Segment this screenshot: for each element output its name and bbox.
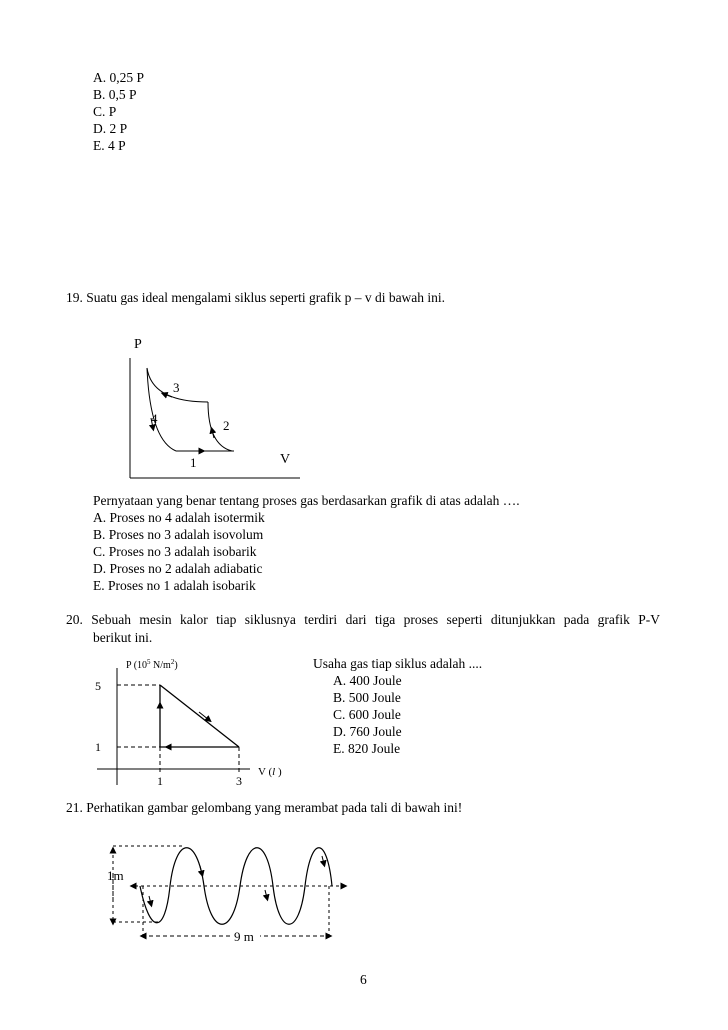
q19-option-c: C. Proses no 3 adalah isobarik <box>93 544 257 559</box>
q19-label-1: 1 <box>190 455 197 470</box>
q19-option-e: E. Proses no 1 adalah isobarik <box>93 578 256 593</box>
q20-ytick-5: 5 <box>95 679 101 693</box>
q21-question: 21. Perhatikan gambar gelombang yang merambat pada tali di bawah ini! <box>66 800 463 815</box>
q19-option-a: A. Proses no 4 adalah isotermik <box>93 510 265 525</box>
q18-option-c: C. P <box>93 104 117 119</box>
page-number: 6 <box>360 972 367 987</box>
q18-option-e: E. 4 P <box>93 138 126 153</box>
q19-p-label: P <box>134 337 142 352</box>
q18-option-d: D. 2 P <box>93 121 128 136</box>
q19-option-d: D. Proses no 2 adalah adiabatic <box>93 561 263 576</box>
q20-xtick-3: 3 <box>236 774 242 788</box>
q19-question: 19. Suatu gas ideal mengalami siklus seperti grafik p – v di bawah ini. <box>66 290 446 305</box>
q19-label-4: 4 <box>151 411 158 426</box>
q18-option-a: A. 0,25 P <box>93 70 145 85</box>
q20-option-a: A. 400 Joule <box>333 673 402 688</box>
q20-y-label: P ($10^5$ $N/m^2$) <box>126 658 178 671</box>
q18-option-b: B. 0,5 P <box>93 87 137 102</box>
q19-statement: Pernyataan yang benar tentang proses gas berdasarkan grafik di atas adalah …. <box>93 493 520 508</box>
q19-option-b: B. Proses no 3 adalah isovolum <box>93 527 264 542</box>
q19-v-label: V <box>280 452 291 467</box>
q19-label-2: 2 <box>223 418 230 433</box>
q20-option-b: B. 500 Joule <box>333 690 401 705</box>
q20-xtick-1: 1 <box>157 774 163 788</box>
q19-label-3: 3 <box>173 380 180 395</box>
q20-ytick-1: 1 <box>95 740 101 754</box>
q20-question-line1: 20. Sebuah mesin kalor tiap siklusnya terdiri dari tiga proses seperti ditunjukkan pada grafik P-V <box>66 612 660 627</box>
q20-x-label: V (l ) <box>258 766 282 778</box>
q20-option-d: D. 760 Joule <box>333 724 402 739</box>
q20-question-line2: berikut ini. <box>93 630 153 645</box>
q21-amplitude-label: 1m <box>107 868 124 883</box>
q20-prompt: Usaha gas tiap siklus adalah .... <box>313 656 483 671</box>
q20-option-e: E. 820 Joule <box>333 741 401 756</box>
q20-option-c: C. 600 Joule <box>333 707 401 722</box>
q21-length-label: 9 m <box>234 929 254 944</box>
